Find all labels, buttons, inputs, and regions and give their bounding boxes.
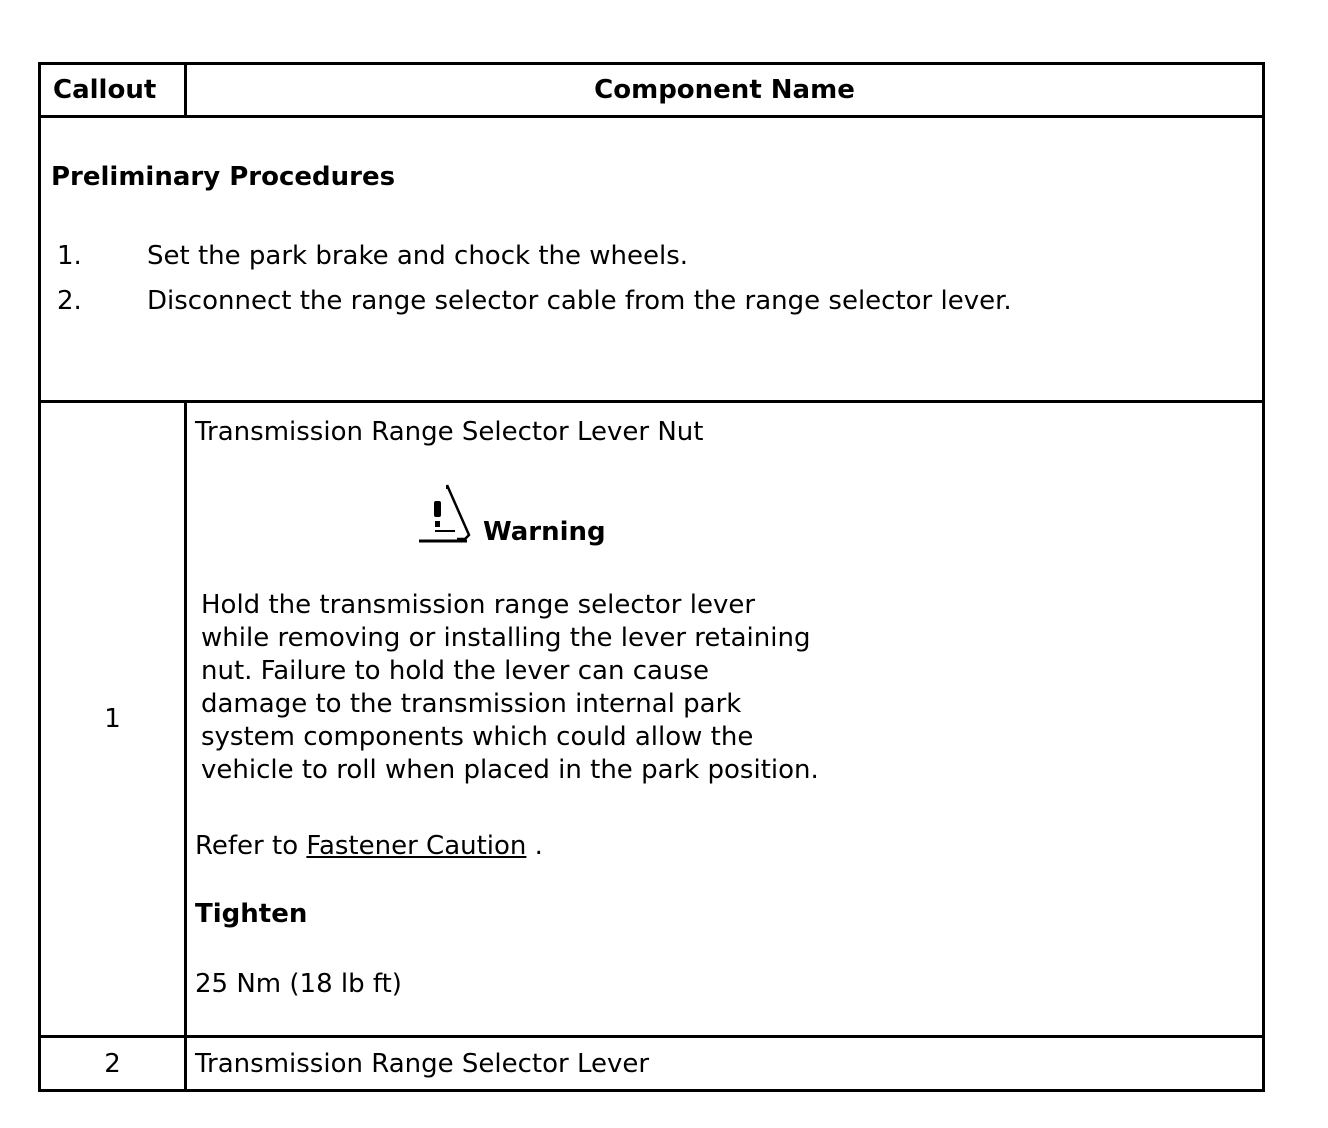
fastener-caution-link[interactable]: Fastener Caution: [306, 831, 527, 861]
component-name: Transmission Range Selector Lever: [186, 1037, 1264, 1091]
row-callout: 2: [40, 1037, 186, 1091]
refer-prefix: Refer to: [195, 831, 307, 861]
header-component-name: Component Name: [186, 64, 1264, 117]
warning-text: Hold the transmission range selector lever while removing or installing the lever retaining nut. Failure to hold the lever can cause damage to the transmission internal park system components which could allow the vehicle to roll when placed in the park position.: [201, 590, 819, 785]
refer-line: [195, 831, 1262, 861]
step-number: 2.: [57, 286, 82, 316]
step-text: Disconnect the range selector cable from the range selector lever.: [147, 286, 1012, 316]
step-item: [41, 234, 1262, 279]
row-callout: 1: [40, 402, 186, 1037]
step-item: [41, 279, 1262, 324]
warning-header: [417, 481, 1262, 547]
refer-suffix: .: [526, 831, 543, 861]
warning-triangle-icon: [417, 483, 473, 547]
tighten-label: Tighten: [195, 899, 308, 929]
step-number: 1.: [57, 241, 82, 271]
preliminary-cell: [40, 117, 1264, 402]
table-row: [40, 402, 1264, 1037]
table-row: [40, 1037, 1264, 1091]
preliminary-row: [40, 117, 1264, 402]
component-table: [38, 62, 1265, 1092]
table-header-row: [40, 64, 1264, 117]
warning-label: Warning: [483, 517, 606, 547]
row-component-cell: [186, 402, 1264, 1037]
preliminary-title: Preliminary Procedures: [51, 162, 396, 192]
step-text: Set the park brake and chock the wheels.: [147, 241, 689, 271]
header-callout: Callout: [40, 64, 186, 117]
torque-value: 25 Nm (18 lb ft): [195, 969, 402, 999]
preliminary-steps: [41, 234, 1262, 324]
component-name: Transmission Range Selector Lever Nut: [195, 417, 704, 447]
